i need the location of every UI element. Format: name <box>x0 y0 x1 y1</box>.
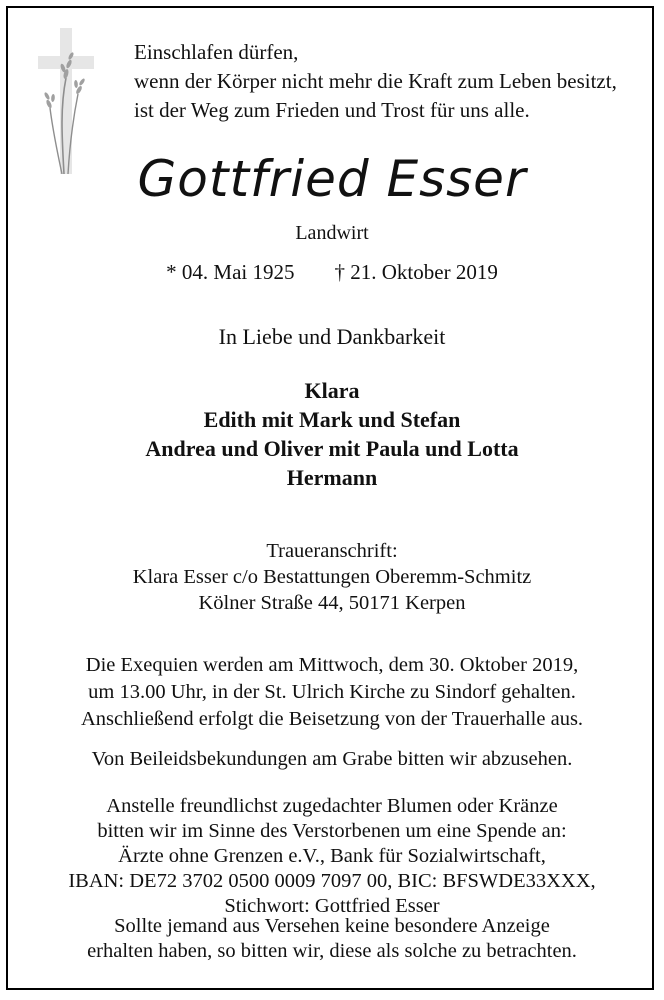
donation-line: Anstelle freundlichst zugedachter Blumen oder Kränze <box>106 795 558 817</box>
mourning-address <box>0 538 664 616</box>
service-line: Anschließend erfolgt die Beisetzung von der Trauerhalle aus. <box>80 708 584 730</box>
dedication: In Liebe und Dankbarkeit <box>218 324 446 349</box>
memorial-verse <box>134 38 634 125</box>
donation-reference: Stichwort: Gottfried Esser <box>224 895 440 917</box>
service-line: um 13.00 Uhr, in der St. Ulrich Kirche zu Sindorf gehalten. <box>88 681 576 703</box>
mourner-entry: Andrea und Oliver mit Paula und Lotta <box>145 436 519 461</box>
address-line: Kölner Straße 44, 50171 Kerpen <box>198 592 466 614</box>
donation-line: Ärzte ohne Grenzen e.V., Bank für Sozialwirtschaft, <box>118 845 546 867</box>
donation-request <box>0 794 664 919</box>
deceased-profession: Landwirt <box>295 222 369 244</box>
funeral-service-info <box>0 652 664 733</box>
mourners-list <box>0 376 664 492</box>
mourner-entry: Edith mit Mark und Stefan <box>203 407 461 432</box>
mourner-entry: Klara <box>304 378 360 403</box>
verse-line: wenn der Körper nicht mehr die Kraft zum Leben besitzt, <box>134 69 617 93</box>
service-line: Die Exequien werden am Mittwoch, dem 30. Oktober 2019, <box>85 654 579 676</box>
donation-bank-details: IBAN: DE72 3702 0500 0009 7097 00, BIC: BFSWDE33XXX, <box>68 870 596 892</box>
birth-date: * 04. Mai 1925 <box>166 260 295 284</box>
condolence-text: Von Beileidsbekundungen am Grabe bitten wir abzusehen. <box>91 748 573 770</box>
death-symbol: † <box>334 260 345 284</box>
mourner-entry: Hermann <box>286 465 378 490</box>
closing-notice <box>0 914 664 964</box>
address-line: Klara Esser c/o Bestattungen Oberemm-Schmitz <box>132 566 532 588</box>
condolence-note <box>0 746 664 772</box>
life-dates <box>0 260 664 285</box>
notice-line: Sollte jemand aus Versehen keine besondere Anzeige <box>114 915 550 937</box>
verse-line: ist der Weg zum Frieden und Trost für uns alle. <box>134 98 530 122</box>
notice-line: erhalten haben, so bitten wir, diese als solche zu betrachten. <box>87 940 577 962</box>
deceased-name: Gottfried Esser <box>137 150 527 208</box>
verse-line: Einschlafen dürfen, <box>134 40 299 64</box>
address-label: Traueranschrift: <box>266 540 398 562</box>
death-date: 21. Oktober 2019 <box>350 260 498 284</box>
donation-line: bitten wir im Sinne des Verstorbenen um eine Spende an: <box>97 820 567 842</box>
